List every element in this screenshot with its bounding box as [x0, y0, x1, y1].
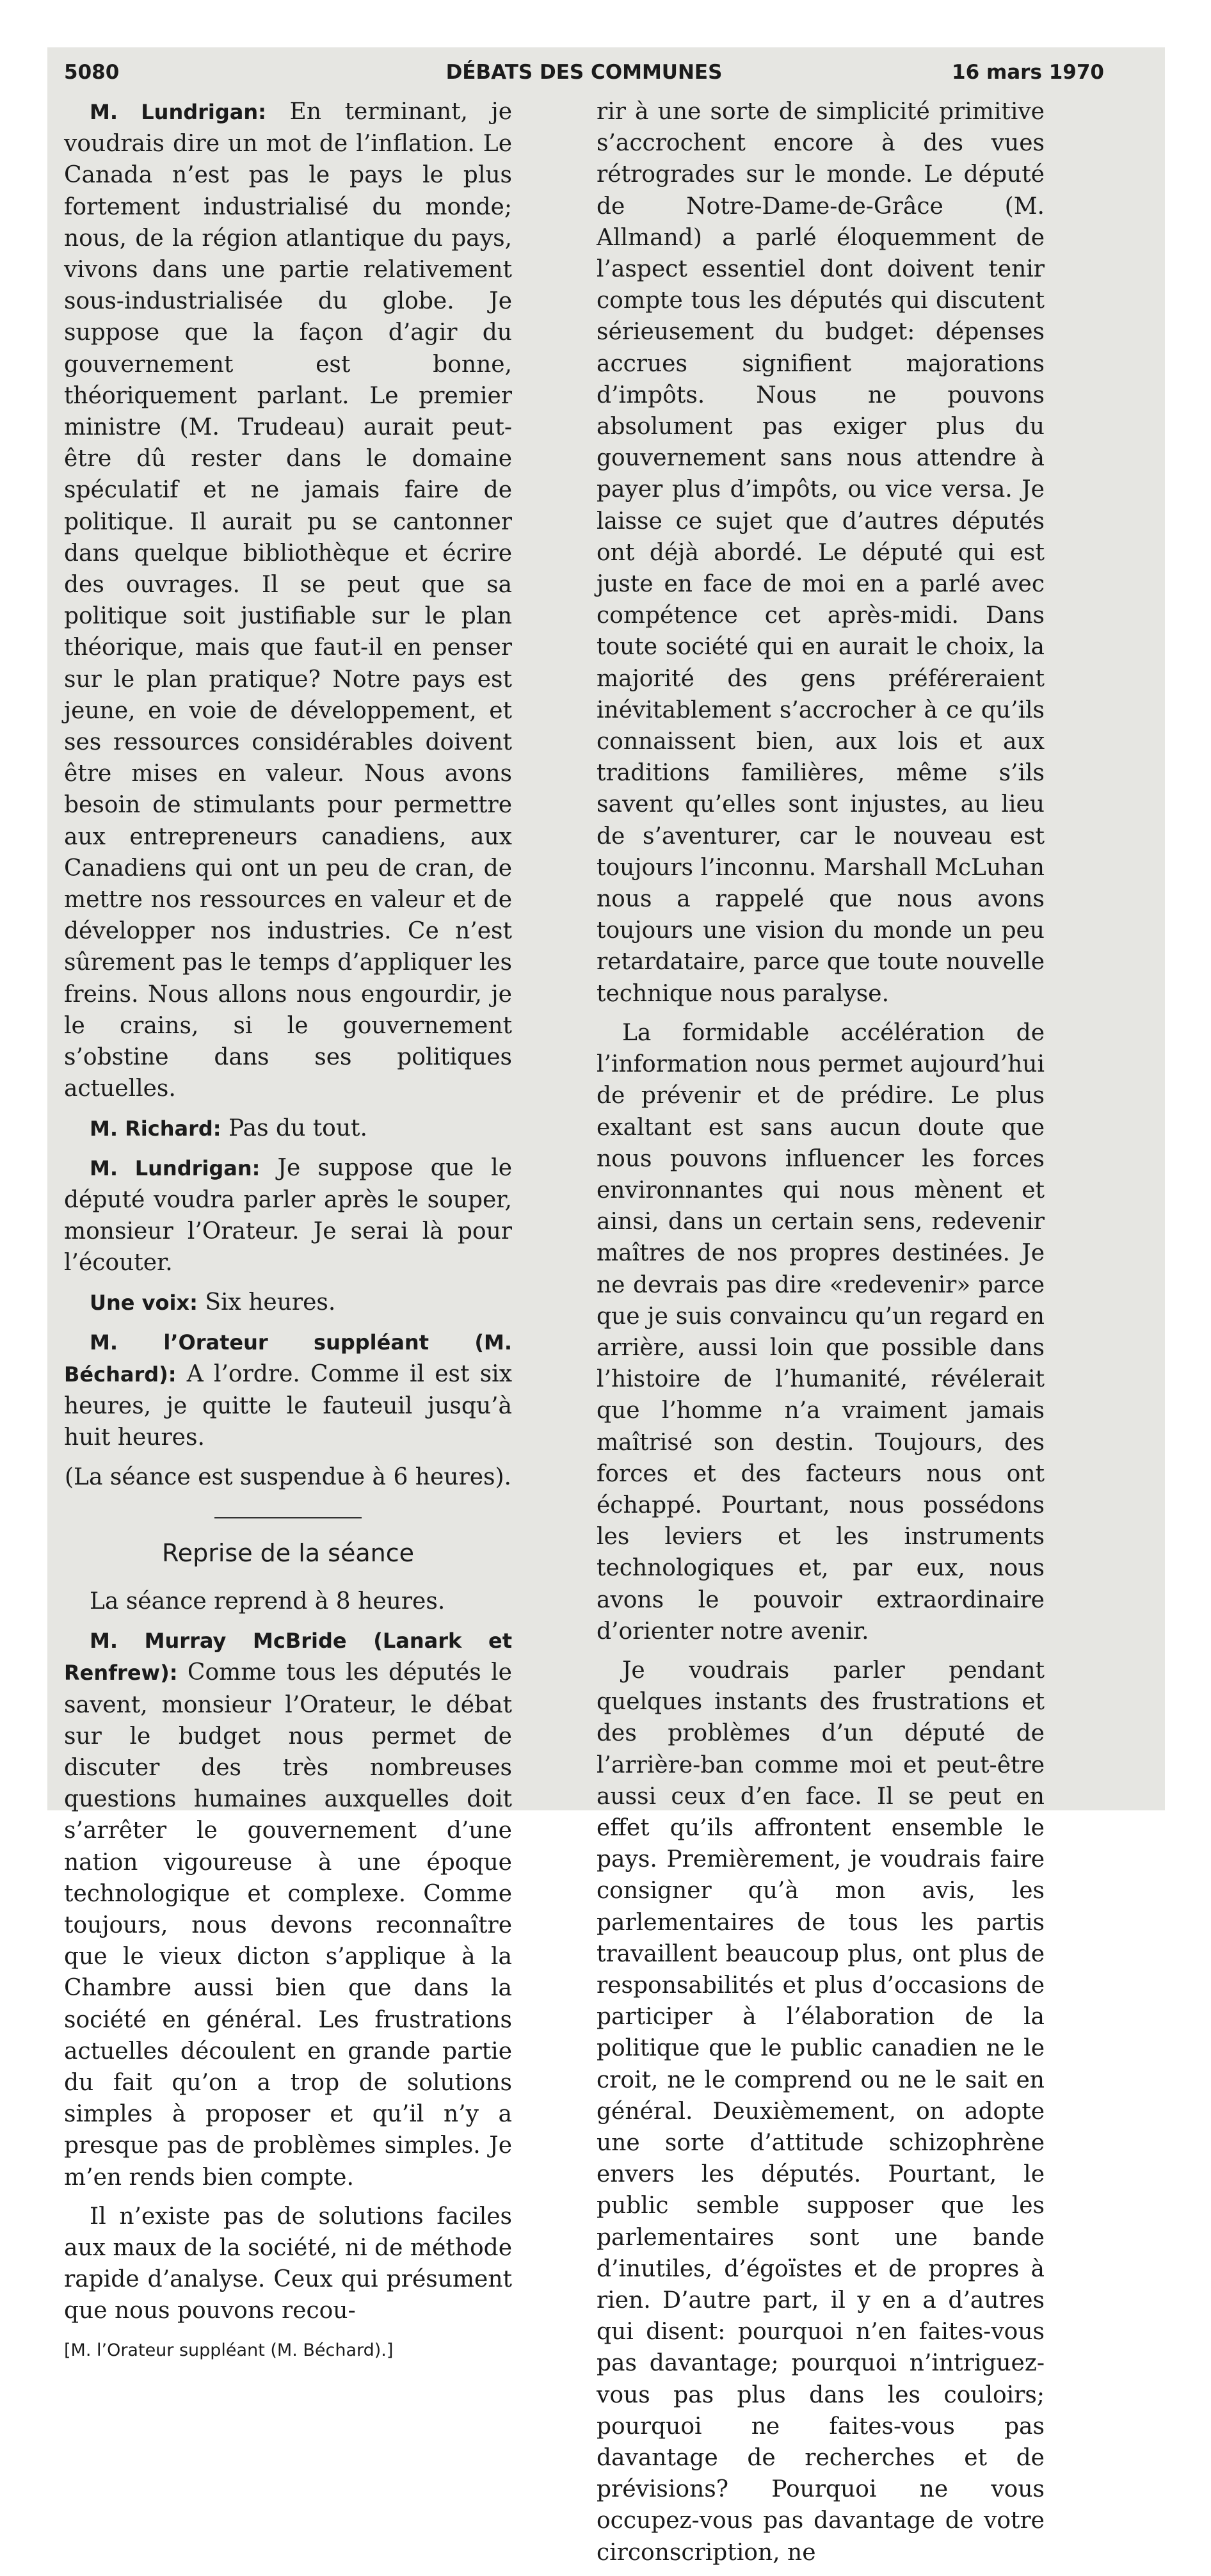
left-column — [64, 96, 512, 2366]
running-header — [64, 61, 1104, 99]
speech-text: Six heures. — [205, 1289, 336, 1316]
paragraph-orateur-suppleant — [64, 1326, 512, 1454]
speech-text: Comme tous les députés le savent, monsieur l’Orateur, le débat sur le budget nous permet de discuter des très nombreuses questions humaines auxquelles doit s’arrêter le gouvernement d’une nation vigoureuse à une époque technologique et complexe. Comme toujours, nous devons reconnaître que le vieux dicton s’applique à la Chambre aussi bien que dans la société en général. Les frustrations actuelles découlent en grande partie du fait qu’on a trop de solutions simples à proposer et qu’il n’y a presque pas de problèmes simples. Je m’en rends bien compte. — [64, 1659, 512, 2191]
speaker-name: M. Lundrigan: — [90, 1155, 261, 1180]
suspension-note: (La séance est suspendue à 6 heures). — [65, 1463, 511, 1490]
speaker-name: M. Murray McBride (Lanark et Renfrew): — [64, 1629, 512, 1686]
speaker-name: Une voix: — [90, 1290, 198, 1315]
paragraph-une-voix — [64, 1287, 512, 1319]
paragraph-frustrations: Je voudrais parler pendant quelques instants des frustrations et des problèmes d’un député de l’arrière-ban comme moi et peut-être aussi ceux d’en face. Il se peut en effet qu’ils affrontent ensemble le pays. Premièrement, je voudrais faire consigner qu’à mon avis, les parlementaires de tous les partis travaillent beaucoup plus, ont plus de responsabilités et plus d’occasions de participer à l’élaboration de la politique que le public canadien ne le croit, ne le comprend ou ne le sait en général. Deuxièmement, on adopte une sorte d’attitude schizophrène envers les députés. Pourtant, le public semble supposer que les parlementaires sont une bande d’inutiles, d’égoïstes et de propres à rien. D’autre part, il y en a d’autres qui disent: pourquoi n’en faites-vous pas davantage; pourquoi n’intriguez-vous pas plus dans les couloirs; pourquoi ne faites-vous pas davantage de recherches et de prévisions? Pourquoi ne vous occupez-vous pas davantage de votre circonscription, ne — [597, 1657, 1045, 2566]
issue-date: 16 mars 1970 — [952, 61, 1104, 84]
speech-text: Pas du tout. — [229, 1115, 367, 1141]
speech-text: En terminant, je voudrais dire un mot de l’inflation. Le Canada n’est pas le pays le plus fortement industrialisé du monde; nous, de la région atlantique du pays, vivons dans une partie relativement sous-industrialisée du globe. Je suppose que la façon d’agir du gouvernement est bonne, théoriquement parlant. Le premier ministre (M. Trudeau) aurait peut-être dû rester dans le domaine spéculatif et ne jamais faire de politique. Il aurait pu se cantonner dans quelque bibliothèque et écrire des ouvrages. Il se peut que sa politique soit justifiable sur le plan théorique, mais que faut-il en penser sur le plan pratique? Notre pays est jeune, en voie de développement, et ses ressources considérables doivent être mises en valeur. Nous avons besoin de stimulants pour permettre aux entrepreneurs canadiens, aux Canadiens qui ont un peu de cran, de mettre nos ressources en valeur et de développer nos industries. Ce n’est sûrement pas le temps d’appliquer les freins. Nous allons nous engourdir, je le crains, si le gouvernement s’obstine dans ses politiques actuelles. — [64, 99, 512, 1102]
paragraph-acceleration: La formidable accélération de l’information nous permet aujourd’hui de prévenir et de prédire. Le plus exaltant est sans aucun doute que nous pouvons influencer les forces environnantes qui nous mènent et ainsi, dans un certain sens, redevenir maîtres de nos propres destinées. Je ne devrais pas dire «redevenir» parce que je suis convaincu qu’un regard en arrière, aussi loin que possible dans l’histoire de l’humanité, révélerait que l’homme n’a vraiment jamais maîtrisé son destin. Toujours, des forces et des facteurs nous ont échappé. Pourtant, nous possédons les leviers et les instruments technologiques et, par eux, nous avons le pouvoir extraordinaire d’orienter notre avenir. — [597, 1019, 1045, 1645]
journal-title: DÉBATS DES COMMUNES — [445, 61, 723, 84]
paragraph-solutions: Il n’existe pas de solutions faciles aux maux de la société, ni de méthode rapide d’analyse. Ceux qui présument que nous pouvons recou- — [64, 2203, 512, 2324]
page-number: 5080 — [64, 61, 120, 84]
speech-text: A l’ordre. Comme il est six heures, je quitte le fauteuil jusqu’à huit heures. — [64, 1360, 512, 1451]
paragraph-lundrigan-inflation — [64, 96, 512, 1105]
speech-text: Je suppose que le député voudra parler après le souper, monsieur l’Orateur. Je serai là pour l’écouter. — [64, 1154, 512, 1276]
paragraph-continuation: rir à une sorte de simplicité primitive s’accrochent encore à des vues rétrogrades sur le monde. Le député de Notre-Dame-de-Grâce (M. Allmand) a parlé éloquemment de l’aspect essentiel dont doivent tenir compte tous les députés qui discutent sérieusement du budget: dépenses accrues signifient majorations d’impôts. Nous ne pouvons absolument pas exiger plus du gouvernement sans nous attendre à payer plus d’impôts, ou vice versa. Je laisse ce sujet que d’autres députés ont déjà abordé. Le député qui est juste en face de moi en a parlé avec compétence cet après-midi. Dans toute société qui en aurait le choix, la majorité des gens préféreraient inévitablement s’accrocher à ce qu’ils connaissent bien, aux lois et aux traditions familières, même s’ils savent qu’elles sont injustes, au lieu de s’aventurer, car le nouveau est toujours l’inconnu. Marshall McLuhan nous a rappelé que nous avons toujours une vision du monde un peu retardataire, parce que toute nouvelle technique nous paralyse. — [597, 99, 1045, 1007]
presiding-officer-note: [M. l’Orateur suppléant (M. Béchard).] — [64, 2340, 394, 2360]
paragraph-richard — [64, 1113, 512, 1145]
section-title: Reprise de la séance — [162, 1538, 414, 1567]
right-column — [597, 96, 1045, 2576]
paragraph-lundrigan-souper — [64, 1152, 512, 1279]
paragraph-mcbride — [64, 1625, 512, 2193]
speaker-name: M. l’Orateur suppléant (M. Béchard): — [64, 1330, 512, 1387]
resume-note: La séance reprend à 8 heures. — [90, 1588, 445, 1614]
speaker-name: M. Lundrigan: — [90, 100, 266, 124]
speaker-name: M. Richard: — [90, 1116, 221, 1141]
section-divider — [214, 1517, 362, 1518]
